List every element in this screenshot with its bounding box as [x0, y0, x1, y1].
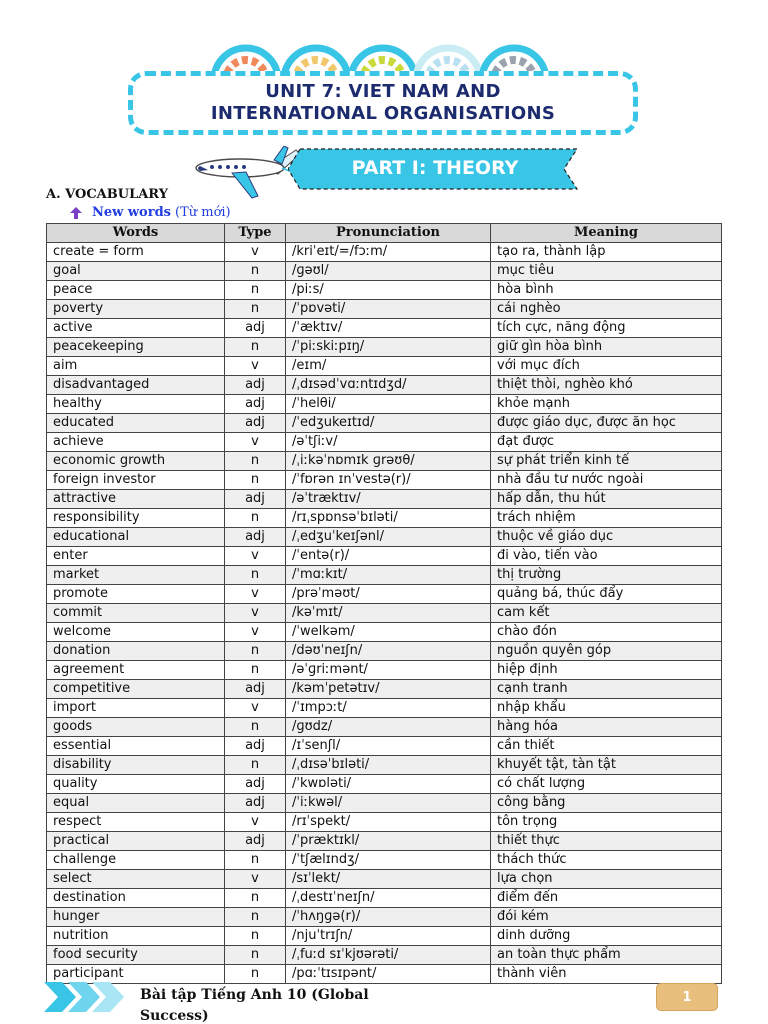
- table-row: [47, 965, 722, 984]
- column-header-meaning: Meaning: [491, 224, 722, 243]
- pronunciation-cell: /piːs/: [286, 281, 491, 300]
- meaning-cell: nhập khẩu: [491, 699, 722, 718]
- column-header-type: Type: [225, 224, 286, 243]
- word-cell: responsibility: [47, 509, 225, 528]
- type-cell: v: [225, 604, 286, 623]
- meaning-cell: có chất lượng: [491, 775, 722, 794]
- column-header-pronunciation: Pronunciation: [286, 224, 491, 243]
- table-row: [47, 642, 722, 661]
- meaning-cell: đạt được: [491, 433, 722, 452]
- pronunciation-cell: /ˌfuːd sɪˈkjʊərəti/: [286, 946, 491, 965]
- type-cell: n: [225, 642, 286, 661]
- word-cell: poverty: [47, 300, 225, 319]
- table-row: [47, 319, 722, 338]
- pronunciation-cell: /ˈæktɪv/: [286, 319, 491, 338]
- meaning-cell: điểm đến: [491, 889, 722, 908]
- pronunciation-cell: /ˈiːkwəl/: [286, 794, 491, 813]
- meaning-cell: mục tiêu: [491, 262, 722, 281]
- word-cell: create = form: [47, 243, 225, 262]
- meaning-cell: cái nghèo: [491, 300, 722, 319]
- table-row: [47, 376, 722, 395]
- new-words-label: New words: [92, 205, 171, 220]
- pronunciation-cell: /əˈɡriːmənt/: [286, 661, 491, 680]
- unit-title-line-1: UNIT 7: VIET NAM AND: [265, 81, 501, 102]
- type-cell: n: [225, 452, 286, 471]
- pronunciation-cell: /ˈpræktɪkl/: [286, 832, 491, 851]
- vocabulary-table: [46, 223, 722, 984]
- word-cell: healthy: [47, 395, 225, 414]
- type-cell: n: [225, 927, 286, 946]
- word-cell: food security: [47, 946, 225, 965]
- table-row: [47, 490, 722, 509]
- type-cell: v: [225, 870, 286, 889]
- footer-book-title: Bài tập Tiếng Anh 10 (Global: [140, 987, 369, 1003]
- word-cell: achieve: [47, 433, 225, 452]
- pronunciation-cell: /ˈmɑːkɪt/: [286, 566, 491, 585]
- table-row: [47, 395, 722, 414]
- table-row: [47, 775, 722, 794]
- table-row: [47, 813, 722, 832]
- type-cell: adj: [225, 414, 286, 433]
- footer-book-title-continued: Success): [140, 1008, 209, 1024]
- unit-title-box: [128, 71, 638, 135]
- pronunciation-cell: /ˈentə(r)/: [286, 547, 491, 566]
- table-row: [47, 414, 722, 433]
- word-cell: promote: [47, 585, 225, 604]
- pronunciation-cell: /ɡʊdz/: [286, 718, 491, 737]
- table-row: [47, 433, 722, 452]
- word-cell: goods: [47, 718, 225, 737]
- table-row: [47, 889, 722, 908]
- pronunciation-cell: /kriˈeɪt/=/fɔːm/: [286, 243, 491, 262]
- meaning-cell: thành viên: [491, 965, 722, 984]
- meaning-cell: hấp dẫn, thu hút: [491, 490, 722, 509]
- table-row: [47, 680, 722, 699]
- pronunciation-cell: /ˌdɪsədˈvɑːntɪdʒd/: [286, 376, 491, 395]
- meaning-cell: được giáo dục, được ăn học: [491, 414, 722, 433]
- new-words-heading: [70, 205, 231, 220]
- table-row: [47, 737, 722, 756]
- table-row: [47, 281, 722, 300]
- meaning-cell: thiệt thòi, nghèo khó: [491, 376, 722, 395]
- table-row: [47, 794, 722, 813]
- type-cell: adj: [225, 528, 286, 547]
- pronunciation-cell: /ˈtʃælɪndʒ/: [286, 851, 491, 870]
- word-cell: respect: [47, 813, 225, 832]
- table-row: [47, 870, 722, 889]
- word-cell: welcome: [47, 623, 225, 642]
- pronunciation-cell: /ˈedʒukeɪtɪd/: [286, 414, 491, 433]
- word-cell: educated: [47, 414, 225, 433]
- type-cell: n: [225, 661, 286, 680]
- word-cell: attractive: [47, 490, 225, 509]
- table-row: [47, 547, 722, 566]
- pronunciation-cell: /ɡəʊl/: [286, 262, 491, 281]
- meaning-cell: chào đón: [491, 623, 722, 642]
- table-row: [47, 338, 722, 357]
- word-cell: goal: [47, 262, 225, 281]
- type-cell: n: [225, 718, 286, 737]
- pronunciation-cell: /sɪˈlekt/: [286, 870, 491, 889]
- pronunciation-cell: /əˈtræktɪv/: [286, 490, 491, 509]
- meaning-cell: thị trường: [491, 566, 722, 585]
- word-cell: commit: [47, 604, 225, 623]
- meaning-cell: trách nhiệm: [491, 509, 722, 528]
- word-cell: select: [47, 870, 225, 889]
- meaning-cell: an toàn thực phẩm: [491, 946, 722, 965]
- pronunciation-cell: /ˌdɪsəˈbɪləti/: [286, 756, 491, 775]
- meaning-cell: tích cực, năng động: [491, 319, 722, 338]
- pronunciation-cell: /ˈpɒvəti/: [286, 300, 491, 319]
- type-cell: n: [225, 509, 286, 528]
- word-cell: market: [47, 566, 225, 585]
- pronunciation-cell: /kəˈmɪt/: [286, 604, 491, 623]
- meaning-cell: quảng bá, thúc đẩy: [491, 585, 722, 604]
- type-cell: v: [225, 585, 286, 604]
- type-cell: adj: [225, 395, 286, 414]
- word-cell: destination: [47, 889, 225, 908]
- table-row: [47, 908, 722, 927]
- type-cell: n: [225, 262, 286, 281]
- pronunciation-cell: /dəʊˈneɪʃn/: [286, 642, 491, 661]
- table-row: [47, 851, 722, 870]
- table-row: [47, 832, 722, 851]
- pronunciation-cell: /ˈpiːskiːpɪŋ/: [286, 338, 491, 357]
- pronunciation-cell: /ˈɪmpɔːt/: [286, 699, 491, 718]
- meaning-cell: nhà đầu tư nước ngoài: [491, 471, 722, 490]
- table-row: [47, 528, 722, 547]
- table-row: [47, 585, 722, 604]
- type-cell: v: [225, 243, 286, 262]
- word-cell: practical: [47, 832, 225, 851]
- meaning-cell: tôn trọng: [491, 813, 722, 832]
- meaning-cell: công bằng: [491, 794, 722, 813]
- table-row: [47, 718, 722, 737]
- table-row: [47, 300, 722, 319]
- pronunciation-cell: /ˈfɒrən ɪnˈvestə(r)/: [286, 471, 491, 490]
- type-cell: adj: [225, 832, 286, 851]
- table-row: [47, 604, 722, 623]
- pronunciation-cell: /ˌiːkəˈnɒmɪk ɡrəʊθ/: [286, 452, 491, 471]
- pronunciation-cell: /kəmˈpetətɪv/: [286, 680, 491, 699]
- type-cell: adj: [225, 775, 286, 794]
- airplane-icon: [192, 146, 302, 202]
- meaning-cell: nguồn quyên góp: [491, 642, 722, 661]
- meaning-cell: đói kém: [491, 908, 722, 927]
- table-row: [47, 661, 722, 680]
- footer-chevron-icon: [44, 982, 126, 1012]
- table-row: [47, 357, 722, 376]
- type-cell: adj: [225, 794, 286, 813]
- type-cell: v: [225, 357, 286, 376]
- word-cell: quality: [47, 775, 225, 794]
- table-body: [47, 243, 722, 984]
- meaning-cell: khỏe mạnh: [491, 395, 722, 414]
- type-cell: v: [225, 433, 286, 452]
- word-cell: equal: [47, 794, 225, 813]
- meaning-cell: lựa chọn: [491, 870, 722, 889]
- word-cell: educational: [47, 528, 225, 547]
- pronunciation-cell: /ˈhelθi/: [286, 395, 491, 414]
- type-cell: v: [225, 547, 286, 566]
- type-cell: n: [225, 908, 286, 927]
- word-cell: disadvantaged: [47, 376, 225, 395]
- pronunciation-cell: /njuˈtrɪʃn/: [286, 927, 491, 946]
- pronunciation-cell: /əˈtʃiːv/: [286, 433, 491, 452]
- meaning-cell: thuộc về giáo dục: [491, 528, 722, 547]
- meaning-cell: cần thiết: [491, 737, 722, 756]
- word-cell: peacekeeping: [47, 338, 225, 357]
- pronunciation-cell: /ˈkwɒləti/: [286, 775, 491, 794]
- table-row: [47, 452, 722, 471]
- type-cell: n: [225, 965, 286, 984]
- meaning-cell: hàng hóa: [491, 718, 722, 737]
- table-row: [47, 566, 722, 585]
- type-cell: n: [225, 946, 286, 965]
- meaning-cell: đi vào, tiến vào: [491, 547, 722, 566]
- word-cell: active: [47, 319, 225, 338]
- word-cell: import: [47, 699, 225, 718]
- pronunciation-cell: /ˈwelkəm/: [286, 623, 491, 642]
- table-row: [47, 946, 722, 965]
- word-cell: peace: [47, 281, 225, 300]
- column-header-words: Words: [47, 224, 225, 243]
- table-row: [47, 471, 722, 490]
- type-cell: n: [225, 281, 286, 300]
- word-cell: nutrition: [47, 927, 225, 946]
- unit-title-line-2: INTERNATIONAL ORGANISATIONS: [210, 103, 556, 124]
- table-row: [47, 623, 722, 642]
- meaning-cell: với mục đích: [491, 357, 722, 376]
- word-cell: participant: [47, 965, 225, 984]
- type-cell: adj: [225, 376, 286, 395]
- pronunciation-cell: /eɪm/: [286, 357, 491, 376]
- meaning-cell: sự phát triển kinh tế: [491, 452, 722, 471]
- meaning-cell: hòa bình: [491, 281, 722, 300]
- pronunciation-cell: /ˌdestɪˈneɪʃn/: [286, 889, 491, 908]
- word-cell: hunger: [47, 908, 225, 927]
- pronunciation-cell: /ˈhʌŋɡə(r)/: [286, 908, 491, 927]
- page-number-badge: 1: [656, 983, 718, 1011]
- type-cell: adj: [225, 737, 286, 756]
- meaning-cell: tạo ra, thành lập: [491, 243, 722, 262]
- meaning-cell: thách thức: [491, 851, 722, 870]
- word-cell: aim: [47, 357, 225, 376]
- table-row: [47, 243, 722, 262]
- table-header-row: [47, 224, 722, 243]
- type-cell: adj: [225, 680, 286, 699]
- pronunciation-cell: /rɪˈspekt/: [286, 813, 491, 832]
- bullet-arrow-icon: [70, 207, 82, 219]
- meaning-cell: khuyết tật, tàn tật: [491, 756, 722, 775]
- type-cell: n: [225, 889, 286, 908]
- section-heading: A. VOCABULARY: [46, 187, 168, 202]
- word-cell: agreement: [47, 661, 225, 680]
- table-row: [47, 509, 722, 528]
- word-cell: competitive: [47, 680, 225, 699]
- type-cell: n: [225, 338, 286, 357]
- type-cell: adj: [225, 319, 286, 338]
- word-cell: foreign investor: [47, 471, 225, 490]
- table-row: [47, 699, 722, 718]
- pronunciation-cell: /ˌedʒuˈkeɪʃənl/: [286, 528, 491, 547]
- new-words-note: (Từ mới): [175, 205, 231, 220]
- pronunciation-cell: /prəˈməʊt/: [286, 585, 491, 604]
- word-cell: donation: [47, 642, 225, 661]
- table-row: [47, 927, 722, 946]
- pronunciation-cell: /ɪˈsenʃl/: [286, 737, 491, 756]
- pronunciation-cell: /rɪˌspɒnsəˈbɪləti/: [286, 509, 491, 528]
- meaning-cell: thiết thực: [491, 832, 722, 851]
- type-cell: n: [225, 756, 286, 775]
- part-title: PART I: THEORY: [351, 157, 519, 179]
- word-cell: enter: [47, 547, 225, 566]
- meaning-cell: hiệp định: [491, 661, 722, 680]
- type-cell: v: [225, 623, 286, 642]
- meaning-cell: giữ gìn hòa bình: [491, 338, 722, 357]
- table-row: [47, 262, 722, 281]
- word-cell: economic growth: [47, 452, 225, 471]
- pronunciation-cell: /pɑːˈtɪsɪpənt/: [286, 965, 491, 984]
- type-cell: n: [225, 566, 286, 585]
- word-cell: challenge: [47, 851, 225, 870]
- meaning-cell: dinh dưỡng: [491, 927, 722, 946]
- table-row: [47, 756, 722, 775]
- type-cell: n: [225, 471, 286, 490]
- type-cell: n: [225, 300, 286, 319]
- meaning-cell: cạnh tranh: [491, 680, 722, 699]
- meaning-cell: cam kết: [491, 604, 722, 623]
- type-cell: v: [225, 813, 286, 832]
- word-cell: essential: [47, 737, 225, 756]
- type-cell: n: [225, 851, 286, 870]
- type-cell: v: [225, 699, 286, 718]
- type-cell: adj: [225, 490, 286, 509]
- word-cell: disability: [47, 756, 225, 775]
